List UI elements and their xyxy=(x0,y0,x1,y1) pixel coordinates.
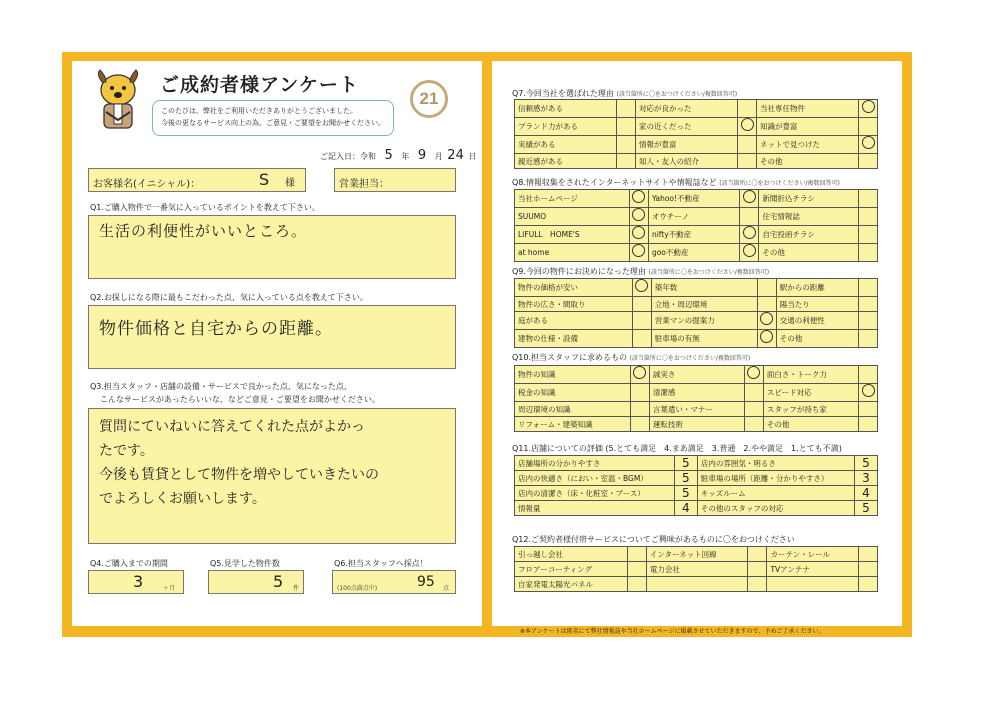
q8-option-mark[interactable] xyxy=(629,244,648,262)
q10-option-label: その他 xyxy=(763,417,858,432)
q7-option-mark[interactable] xyxy=(617,136,636,154)
q7-option-mark[interactable] xyxy=(859,136,878,154)
q11-rating-value[interactable]: 5 xyxy=(855,501,878,516)
q10-row xyxy=(515,417,878,432)
q8-option-label: nifty不動産 xyxy=(648,226,739,244)
q7-option-mark[interactable] xyxy=(617,118,636,136)
q9-header xyxy=(512,266,769,277)
greeting-bubble xyxy=(152,100,394,136)
q3-answer-line: たです。 xyxy=(99,443,154,459)
q10-option-mark[interactable] xyxy=(630,402,649,417)
date-month[interactable]: 9 xyxy=(417,148,427,163)
q9-option-mark[interactable] xyxy=(632,279,651,297)
q8-header xyxy=(512,177,840,188)
q10-option-mark[interactable] xyxy=(859,402,878,417)
circle-mark-icon xyxy=(632,226,645,239)
q8-option-label: 自宅投函チラシ xyxy=(759,226,859,244)
circle-mark-icon xyxy=(862,384,875,397)
q3-answer xyxy=(99,415,379,511)
q12-option-label: 引っ越し会社 xyxy=(515,547,628,562)
q7-row xyxy=(515,136,878,154)
q5-question: Q5.見学した物件数 xyxy=(210,559,280,568)
circle-mark-icon xyxy=(760,312,773,325)
q12-table xyxy=(514,546,878,592)
q11-row xyxy=(515,471,878,486)
q5-unit: 件 xyxy=(293,585,300,592)
q6-value: 95 xyxy=(417,574,435,590)
q9-option-mark[interactable] xyxy=(859,279,878,297)
q7-header xyxy=(512,88,737,99)
q10-option-label: 誠実さ xyxy=(649,366,744,384)
q8-option-label: goo不動産 xyxy=(648,244,739,262)
circle-mark-icon xyxy=(743,190,756,203)
date-label: ご記入日：令和 xyxy=(320,152,376,161)
date-day-unit: 日 xyxy=(468,152,477,161)
q8-option-label: Yahoo!不動産 xyxy=(648,190,739,208)
q7-option-label: ブランド力がある xyxy=(515,118,617,136)
page-title: ご成約者様アンケート xyxy=(160,74,359,96)
q8-row xyxy=(515,190,878,208)
q10-option-mark[interactable] xyxy=(744,366,763,384)
q12-option-mark[interactable] xyxy=(627,577,646,592)
q9-option-label: 陽当たり xyxy=(776,297,858,312)
q8-question: Q8.情報収集をされたインターネットサイトや情報誌など xyxy=(512,178,717,187)
q9-option-mark[interactable] xyxy=(757,297,776,312)
q11-item-label: キッズルーム xyxy=(697,486,854,501)
q6-question: Q6.担当スタッフへ採点！ xyxy=(334,559,428,568)
q8-option-label: LIFULL HOME'S xyxy=(515,226,630,244)
q10-table xyxy=(514,365,878,432)
q11-row xyxy=(515,501,878,516)
greeting-line: このたびは、弊社をご利用いただきありがとうございました。 xyxy=(161,107,357,115)
q11-item-label: 店内の快適さ（におい・室温・BGM） xyxy=(515,471,675,486)
q12-row xyxy=(515,547,878,562)
q11-table xyxy=(514,455,878,516)
q8-note: (該当箇所に〇をおつけください/複数回答可) xyxy=(719,180,840,187)
q12-option-mark[interactable] xyxy=(748,547,767,562)
q12-option-label: 自家発電太陽光パネル xyxy=(515,577,628,592)
q9-option-mark[interactable] xyxy=(632,297,651,312)
q9-option-label: 建物の仕様・設備 xyxy=(515,330,633,348)
q8-option-label: 新聞折込チラシ xyxy=(759,190,859,208)
date-month-unit: 月 xyxy=(434,152,443,161)
circle-mark-icon xyxy=(747,366,760,379)
q10-row xyxy=(515,384,878,402)
q8-option-mark[interactable] xyxy=(859,208,878,226)
q8-row xyxy=(515,208,878,226)
q8-option-mark[interactable] xyxy=(629,190,648,208)
q3-question-line2: こんなサービスがあったらいいな、などご意見・ご要望をお聞かせください。 xyxy=(100,395,380,404)
q7-option-label: その他 xyxy=(757,154,859,169)
q10-option-label: スタッフが持ち家 xyxy=(763,402,858,417)
q7-option-mark[interactable] xyxy=(859,118,878,136)
q11-row xyxy=(515,456,878,471)
q10-question: Q10.担当スタッフに求めるもの xyxy=(512,353,628,362)
q3-answer-box[interactable] xyxy=(88,408,456,544)
q10-option-mark[interactable] xyxy=(630,384,649,402)
q12-option-mark[interactable] xyxy=(859,562,878,577)
q9-row xyxy=(515,297,878,312)
q10-option-label: 清潔感 xyxy=(649,384,744,402)
circle-mark-icon xyxy=(741,118,754,131)
q6-unit: 点 xyxy=(443,585,450,592)
q12-option-mark[interactable] xyxy=(859,547,878,562)
center-divider xyxy=(482,61,492,626)
q7-option-label: 知識が豊富 xyxy=(757,118,859,136)
q11-header xyxy=(512,443,842,454)
q8-option-mark[interactable] xyxy=(629,208,648,226)
q10-option-label: 言葉遣い・マナー xyxy=(649,402,744,417)
q12-option-label: TVアンテナ xyxy=(767,562,859,577)
q8-row xyxy=(515,226,878,244)
q9-option-label: 物件の価格が安い xyxy=(515,279,633,297)
customer-name-field[interactable] xyxy=(88,168,306,192)
q9-option-label: 物件の広さ・間取り xyxy=(515,297,633,312)
q7-option-label: 知人・友人の紹介 xyxy=(636,154,738,169)
q3-question-line1: Q3.担当スタッフ・店舗の設備・サービスで良かった点、気になった点、 xyxy=(90,382,352,391)
q10-option-mark[interactable] xyxy=(859,417,878,432)
q12-option-mark[interactable] xyxy=(748,577,767,592)
dog-mascot-icon xyxy=(90,68,146,132)
q9-question: Q9.今回の物件にお決めになった理由 xyxy=(512,267,646,276)
q5-answer-box[interactable] xyxy=(208,570,304,594)
date-year[interactable]: 5 xyxy=(384,148,393,163)
circle-mark-icon xyxy=(633,366,646,379)
date-day[interactable]: 24 xyxy=(447,148,464,163)
q12-option-label: 電力会社 xyxy=(646,562,748,577)
q9-option-mark[interactable] xyxy=(632,312,651,330)
q4-value: 3 xyxy=(133,572,144,591)
q9-option-mark[interactable] xyxy=(757,279,776,297)
century21-logo: 21 xyxy=(410,80,448,118)
circle-mark-icon xyxy=(632,244,645,257)
q11-row xyxy=(515,486,878,501)
q12-option-mark[interactable] xyxy=(859,577,878,592)
q6-answer-box[interactable] xyxy=(332,570,456,594)
circle-mark-icon xyxy=(862,136,875,149)
q10-option-label: スピード対応 xyxy=(763,384,858,402)
q12-option-mark[interactable] xyxy=(627,562,646,577)
greeting-line: 今後の更なるサービス向上の為、ご意見・ご要望をお聞かせください。 xyxy=(161,119,385,127)
q11-rating-value[interactable]: 4 xyxy=(855,486,878,501)
q7-option-mark[interactable] xyxy=(738,136,757,154)
q11-rating-value[interactable]: 5 xyxy=(674,456,697,471)
circle-mark-icon xyxy=(862,100,875,113)
circle-mark-icon xyxy=(760,330,773,343)
q10-option-label: リフォーム・建築知識 xyxy=(515,417,631,432)
q7-option-mark[interactable] xyxy=(738,100,757,118)
q4-answer-box[interactable] xyxy=(88,570,184,594)
q12-row xyxy=(515,577,878,592)
q8-option-label: オウチーノ xyxy=(648,208,739,226)
q10-option-mark[interactable] xyxy=(630,417,649,432)
q11-item-label: 駐車場の場所（距離・分かりやすさ） xyxy=(697,471,854,486)
q7-option-label: ネットで見つけた xyxy=(757,136,859,154)
q10-option-mark[interactable] xyxy=(859,366,878,384)
customer-name-suffix: 様 xyxy=(285,178,295,189)
q9-option-label: 駅からの距離 xyxy=(776,279,858,297)
q7-option-mark[interactable] xyxy=(617,154,636,169)
q9-option-label: 営業マンの提案力 xyxy=(651,312,757,330)
q7-option-label: 情報が豊富 xyxy=(636,136,738,154)
q10-option-mark[interactable] xyxy=(744,417,763,432)
q9-row xyxy=(515,330,878,348)
q2-answer-box[interactable] xyxy=(88,305,456,369)
q8-option-mark[interactable] xyxy=(859,244,878,262)
q8-option-mark[interactable] xyxy=(740,190,759,208)
sales-staff-field[interactable] xyxy=(334,168,456,192)
q11-item-label: 店内の清潔さ（床・化粧室・ブース） xyxy=(515,486,675,501)
q11-item-label: 店舗場所の分かりやすさ xyxy=(515,456,675,471)
q9-row xyxy=(515,279,878,297)
q11-item-label: 店内の雰囲気・明るさ xyxy=(697,456,854,471)
q12-row xyxy=(515,562,878,577)
q7-option-mark[interactable] xyxy=(617,100,636,118)
q9-option-label: 庭がある xyxy=(515,312,633,330)
q11-rating-value[interactable]: 5 xyxy=(855,456,878,471)
q8-option-label: at home xyxy=(515,244,630,262)
sales-staff-label: 営業担当： xyxy=(339,179,389,190)
q7-row xyxy=(515,100,878,118)
q7-option-label: 実績がある xyxy=(515,136,617,154)
q7-option-mark[interactable] xyxy=(738,118,757,136)
q7-question: Q7.今回当社を選ばれた理由 xyxy=(512,89,614,98)
q10-option-label: 税金の知識 xyxy=(515,384,631,402)
q1-answer-box[interactable] xyxy=(88,215,456,279)
q10-option-label: 周辺環境の知識 xyxy=(515,402,631,417)
q12-option-mark[interactable] xyxy=(627,547,646,562)
date-year-unit: 年 xyxy=(401,152,410,161)
q10-header xyxy=(512,352,750,363)
q8-option-mark[interactable] xyxy=(859,226,878,244)
q8-option-mark[interactable] xyxy=(740,244,759,262)
customer-name-label: お客様名(イニシャル)： xyxy=(93,179,201,190)
q9-note: (該当箇所に〇をおつけください/複数回答可) xyxy=(648,269,770,276)
circle-mark-icon xyxy=(632,208,645,221)
q7-note: (該当箇所に〇をおつけください/複数回答可) xyxy=(616,91,738,98)
q7-option-mark[interactable] xyxy=(859,100,878,118)
q11-rating-value[interactable]: 5 xyxy=(674,486,697,501)
q10-row xyxy=(515,366,878,384)
q10-option-label: 物件の知識 xyxy=(515,366,631,384)
circle-mark-icon xyxy=(743,226,756,239)
q8-option-mark[interactable] xyxy=(629,226,648,244)
q6-sub: (100点満点中) xyxy=(337,585,378,592)
q9-option-label: 築年数 xyxy=(651,279,757,297)
q9-option-mark[interactable] xyxy=(859,330,878,348)
q9-option-label: 立地・周辺環境 xyxy=(651,297,757,312)
q11-item-label: 情報量 xyxy=(515,501,675,516)
q12-option-label xyxy=(767,577,859,592)
q9-option-mark[interactable] xyxy=(632,330,651,348)
circle-mark-icon xyxy=(743,244,756,257)
q8-option-mark[interactable] xyxy=(859,190,878,208)
q11-question: Q11.店舗についての評価 xyxy=(512,444,603,453)
q7-table xyxy=(514,99,878,169)
q8-row xyxy=(515,244,878,262)
entry-date xyxy=(320,148,476,163)
q10-option-mark[interactable] xyxy=(744,402,763,417)
q11-rating-value[interactable]: 5 xyxy=(674,471,697,486)
q10-row xyxy=(515,402,878,417)
q7-option-label: 当社専任物件 xyxy=(757,100,859,118)
q1-question: Q1.ご購入物件で一番気に入っているポイントを教えて下さい。 xyxy=(90,203,320,212)
q10-option-mark[interactable] xyxy=(744,384,763,402)
q12-option-label: カーテン・レール xyxy=(767,547,859,562)
q2-question: Q2.お探しになる際に最もこだわった点、気に入っている点を教えて下さい。 xyxy=(90,293,368,302)
q7-row xyxy=(515,154,878,169)
circle-mark-icon xyxy=(632,190,645,203)
q4-unit: ヶ月 xyxy=(163,585,176,592)
q8-option-mark[interactable] xyxy=(740,208,759,226)
q9-option-label: その他 xyxy=(776,330,858,348)
q12-option-mark[interactable] xyxy=(748,562,767,577)
q8-option-label: 住宅情報誌 xyxy=(759,208,859,226)
q7-option-label: 信頼感がある xyxy=(515,100,617,118)
q7-option-label: 対応が良かった xyxy=(636,100,738,118)
footer-note: ※本アンケートは匿名にて弊社情報誌や当社ホームページに掲載させていただきますので、予めご了承ください。 xyxy=(520,628,825,635)
q12-option-label xyxy=(646,577,748,592)
q11-rating-value[interactable]: 4 xyxy=(674,501,697,516)
q8-option-mark[interactable] xyxy=(740,226,759,244)
q7-option-label: 親近感がある xyxy=(515,154,617,169)
q5-value: 5 xyxy=(273,572,284,591)
q4-question: Q4.ご購入までの期間 xyxy=(90,559,168,568)
q10-option-mark[interactable] xyxy=(630,366,649,384)
q7-option-mark[interactable] xyxy=(859,154,878,169)
q9-option-mark[interactable] xyxy=(859,297,878,312)
q3-answer-line: でよろしくお願いします。 xyxy=(99,491,266,507)
q9-option-mark[interactable] xyxy=(757,330,776,348)
q9-row xyxy=(515,312,878,330)
q12-option-label: フロアーコーティング xyxy=(515,562,628,577)
q3-answer-line: 質問にていねいに答えてくれた点がよかっ xyxy=(99,419,365,435)
q9-option-mark[interactable] xyxy=(859,312,878,330)
q10-option-label: 運転技術 xyxy=(649,417,744,432)
q10-option-mark[interactable] xyxy=(859,384,878,402)
q8-option-label: SUUMO xyxy=(515,208,630,226)
q10-option-label: 面白さ・トーク力 xyxy=(763,366,858,384)
q7-option-mark[interactable] xyxy=(738,154,757,169)
q1-answer: 生活の利便性がいいところ。 xyxy=(99,222,308,240)
q8-table xyxy=(514,189,878,262)
q7-option-label: 家の近くだった xyxy=(636,118,738,136)
q9-option-label: 駐車場の有無 xyxy=(651,330,757,348)
q12-option-label: インターネット回線 xyxy=(646,547,748,562)
q7-row xyxy=(515,118,878,136)
q11-scale: (5.とても満足 4.まあ満足 3.普通 2.やや満足 1.とても不満) xyxy=(605,444,842,453)
q3-answer-line: 今後も賃貸として物件を増やしていきたいの xyxy=(99,467,379,483)
q2-answer: 物件価格と自宅からの距離。 xyxy=(99,319,333,339)
q9-option-mark[interactable] xyxy=(757,312,776,330)
circle-mark-icon xyxy=(635,279,648,292)
q9-table xyxy=(514,278,878,348)
q8-option-label: その他 xyxy=(759,244,859,262)
q9-option-label: 交通の利便性 xyxy=(776,312,858,330)
q12-question: Q12.ご契約者様付帯サービスについてご興味があるものに〇をおつけください xyxy=(512,535,795,544)
q8-option-label: 当社ホームページ xyxy=(515,190,630,208)
q10-note: (該当箇所に〇をおつけください/複数回答可) xyxy=(629,355,751,362)
q11-rating-value[interactable]: 3 xyxy=(855,471,878,486)
customer-name-value: S xyxy=(259,170,270,189)
q11-item-label: その他のスタッフの対応 xyxy=(697,501,854,516)
